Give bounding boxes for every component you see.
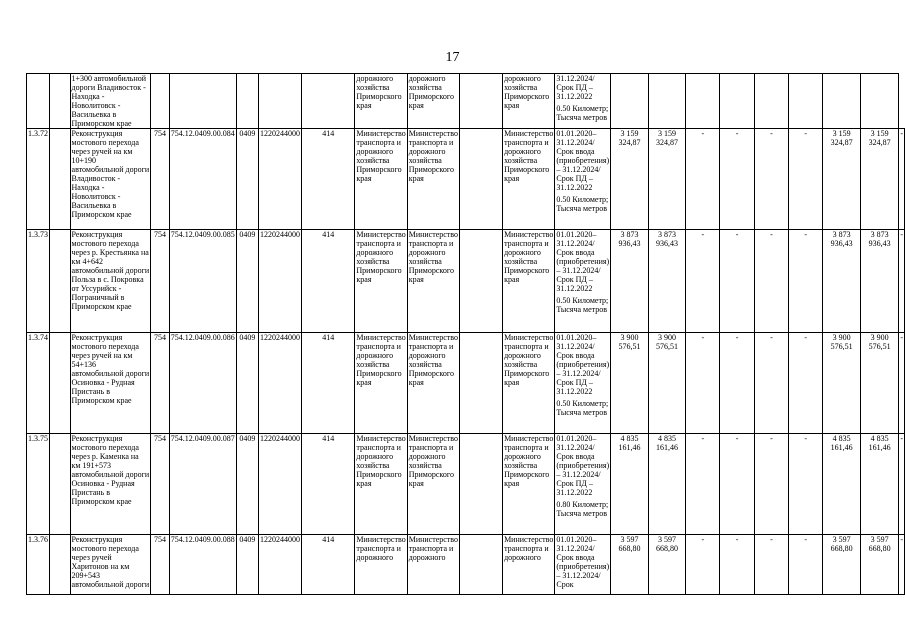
funding-year-amount: 3 873 936,43 bbox=[860, 230, 898, 333]
funding-dash: - bbox=[789, 230, 823, 333]
object-code: 754.12.0409.00.084 bbox=[169, 129, 236, 230]
object-code: 754.12.0409.00.088 bbox=[169, 535, 236, 595]
cell-empty bbox=[50, 333, 71, 434]
funding-dash: - bbox=[686, 535, 720, 595]
funding-total: 3 597 668,80 bbox=[648, 535, 686, 595]
total-cost: 3 597 668,80 bbox=[611, 535, 649, 595]
funding-dash: - bbox=[720, 230, 754, 333]
customer: дорожного хозяйства Приморского края bbox=[503, 74, 555, 129]
period: 01.01.2020–31.12.2024/ Срок ввода (приобретения) – 31.12.2024/ Срок ПД – 31.12.2022 bbox=[556, 129, 610, 192]
target-article: 1220244000 bbox=[259, 230, 302, 333]
row-number: 1.3.76 bbox=[27, 535, 50, 595]
program-table bbox=[26, 73, 905, 595]
executor-2: дорожного хозяйства Приморского края bbox=[407, 74, 459, 129]
expense-type: 414 bbox=[302, 535, 355, 595]
table-row bbox=[27, 535, 905, 595]
total-cost: 3 873 936,43 bbox=[611, 230, 649, 333]
table-row-continued bbox=[27, 74, 905, 129]
cell-empty bbox=[50, 129, 71, 230]
section-code: 0409 bbox=[236, 129, 258, 230]
customer: Министерство транспорта и дорожного хозяйства Приморского края bbox=[503, 434, 555, 535]
cell-empty bbox=[720, 74, 754, 129]
funding-dash: - bbox=[789, 535, 823, 595]
funding-year-amount: 3 873 936,43 bbox=[823, 230, 861, 333]
funding-dash: - bbox=[899, 230, 905, 333]
table-row bbox=[27, 230, 905, 333]
period: 01.01.2020–31.12.2024/ Срок ввода (приобретения) – 31.12.2024/ Срок ПД – 31.12.2022 bbox=[556, 333, 610, 396]
funding-dash: - bbox=[754, 333, 788, 434]
row-number: 1.3.75 bbox=[27, 434, 50, 535]
cell-empty bbox=[460, 434, 503, 535]
object-code: 754.12.0409.00.085 bbox=[169, 230, 236, 333]
cell-empty bbox=[50, 74, 71, 129]
grbs-code: 754 bbox=[151, 333, 169, 434]
executor-1: Министерство транспорта и дорожного хозяйства Приморского края bbox=[355, 230, 407, 333]
funding-dash: - bbox=[899, 535, 905, 595]
funding-dash: - bbox=[686, 434, 720, 535]
target-article: 1220244000 bbox=[259, 333, 302, 434]
funding-year-amount: 3 597 668,80 bbox=[860, 535, 898, 595]
target-article: 1220244000 bbox=[259, 129, 302, 230]
funding-year-amount: 4 835 161,46 bbox=[860, 434, 898, 535]
table-row bbox=[27, 129, 905, 230]
customer: Министерство транспорта и дорожного хозяйства Приморского края bbox=[503, 230, 555, 333]
executor-1: Министерство транспорта и дорожного хозяйства Приморского края bbox=[355, 434, 407, 535]
cell-empty bbox=[648, 74, 686, 129]
cell-empty bbox=[27, 74, 50, 129]
capacity: 0.50 Километр; Тысяча метров bbox=[556, 195, 609, 213]
grbs-code: 754 bbox=[151, 230, 169, 333]
cell-empty bbox=[686, 74, 720, 129]
executor-1: Министерство транспорта и дорожного хозяйства Приморского края bbox=[355, 333, 407, 434]
funding-dash: - bbox=[754, 129, 788, 230]
expense-type: 414 bbox=[302, 129, 355, 230]
customer: Министерство транспорта и дорожного bbox=[503, 535, 555, 595]
period-cell bbox=[555, 333, 611, 434]
object-code: 754.12.0409.00.086 bbox=[169, 333, 236, 434]
section-code: 0409 bbox=[236, 434, 258, 535]
cell-empty bbox=[151, 74, 169, 129]
funding-total: 3 900 576,51 bbox=[648, 333, 686, 434]
funding-dash: - bbox=[720, 333, 754, 434]
executor-2: Министерство транспорта и дорожного хозяйства Приморского края bbox=[407, 434, 459, 535]
funding-dash: - bbox=[686, 333, 720, 434]
funding-dash: - bbox=[789, 129, 823, 230]
object-name: 1+300 автомобильной дороги Владивосток - Находка - Новолитовск - Васильевка в Приморском крае bbox=[70, 74, 151, 129]
target-article: 1220244000 bbox=[259, 434, 302, 535]
funding-dash: - bbox=[686, 129, 720, 230]
capacity: 0.80 Километр; Тысяча метров bbox=[556, 500, 609, 518]
cell-empty bbox=[169, 74, 236, 129]
cell-empty bbox=[302, 74, 355, 129]
funding-dash: - bbox=[754, 535, 788, 595]
funding-total: 4 835 161,46 bbox=[648, 434, 686, 535]
table-row bbox=[27, 434, 905, 535]
executor-2: Министерство транспорта и дорожного хозяйства Приморского края bbox=[407, 333, 459, 434]
total-cost: 4 835 161,46 bbox=[611, 434, 649, 535]
object-name: Реконструкция мостового перехода через ручей на км 10+190 автомобильной дороги Владивосток - Находка - Новолитовск - Васильевка в Приморском крае bbox=[70, 129, 151, 230]
period-cell bbox=[555, 129, 611, 230]
executor-2: Министерство транспорта и дорожного хозяйства Приморского края bbox=[407, 129, 459, 230]
executor-1: дорожного хозяйства Приморского края bbox=[355, 74, 407, 129]
total-cost: 3 900 576,51 bbox=[611, 333, 649, 434]
funding-dash: - bbox=[789, 434, 823, 535]
funding-year-amount: 3 900 576,51 bbox=[860, 333, 898, 434]
funding-dash: - bbox=[754, 230, 788, 333]
funding-dash: - bbox=[789, 333, 823, 434]
grbs-code: 754 bbox=[151, 434, 169, 535]
funding-dash: - bbox=[899, 333, 905, 434]
cell-empty bbox=[259, 74, 302, 129]
section-code: 0409 bbox=[236, 333, 258, 434]
object-name: Реконструкция мостового перехода через ручей на км 54+136 автомобильной дороги Осиновка - Рудная Пристань в Приморском крае bbox=[70, 333, 151, 434]
row-number: 1.3.73 bbox=[27, 230, 50, 333]
capacity: 0.50 Километр; Тысяча метров bbox=[556, 296, 609, 314]
expense-type: 414 bbox=[302, 434, 355, 535]
grbs-code: 754 bbox=[151, 129, 169, 230]
cell-empty bbox=[611, 74, 649, 129]
funding-year-amount: 3 159 324,87 bbox=[860, 129, 898, 230]
funding-dash: - bbox=[720, 129, 754, 230]
section-code: 0409 bbox=[236, 230, 258, 333]
cell-empty bbox=[754, 74, 788, 129]
object-name: Реконструкция мостового перехода через р. Крестьянка на км 4+642 автомобильной дороги Польза в с. Покровка от Уссурийск - Пограничный в Приморском крае bbox=[70, 230, 151, 333]
funding-dash: - bbox=[899, 434, 905, 535]
customer: Министерство транспорта и дорожного хозяйства Приморского края bbox=[503, 129, 555, 230]
period: 01.01.2020–31.12.2024/ Срок ввода (приобретения) – 31.12.2024/ Срок ПД – 31.12.2022 bbox=[556, 434, 610, 497]
cell-empty bbox=[50, 230, 71, 333]
period: 01.01.2020–31.12.2024/ Срок ввода (приобретения) – 31.12.2024/ Срок bbox=[556, 535, 610, 589]
row-number: 1.3.74 bbox=[27, 333, 50, 434]
funding-dash: - bbox=[754, 434, 788, 535]
object-name: Реконструкция мостового перехода через ручей Харитонов на км 209+543 автомобильной дороги bbox=[70, 535, 151, 595]
funding-dash: - bbox=[720, 535, 754, 595]
cell-empty bbox=[236, 74, 258, 129]
funding-total: 3 873 936,43 bbox=[648, 230, 686, 333]
executor-1: Министерство транспорта и дорожного bbox=[355, 535, 407, 595]
funding-dash: - bbox=[720, 434, 754, 535]
period-cell bbox=[555, 535, 611, 595]
capacity: 0.50 Километр; Тысяча метров bbox=[556, 399, 609, 417]
funding-year-amount: 3 597 668,80 bbox=[823, 535, 861, 595]
funding-year-amount: 4 835 161,46 bbox=[823, 434, 861, 535]
cell-empty bbox=[460, 535, 503, 595]
period-cell bbox=[555, 230, 611, 333]
period-cell bbox=[555, 434, 611, 535]
page-number: 17 bbox=[445, 50, 460, 65]
expense-type: 414 bbox=[302, 230, 355, 333]
executor-1: Министерство транспорта и дорожного хозяйства Приморского края bbox=[355, 129, 407, 230]
period: 31.12.2024/ Срок ПД – 31.12.2022 bbox=[556, 74, 595, 101]
funding-year-amount: 3 159 324,87 bbox=[823, 129, 861, 230]
period: 01.01.2020–31.12.2024/ Срок ввода (приобретения) – 31.12.2024/ Срок ПД – 31.12.2022 bbox=[556, 230, 610, 293]
funding-dash: - bbox=[899, 129, 905, 230]
executor-2: Министерство транспорта и дорожного хозяйства Приморского края bbox=[407, 230, 459, 333]
cell-empty bbox=[823, 74, 861, 129]
cell-empty bbox=[50, 535, 71, 595]
cell-empty bbox=[860, 74, 898, 129]
cell-empty bbox=[460, 129, 503, 230]
table-row bbox=[27, 333, 905, 434]
funding-dash: - bbox=[686, 230, 720, 333]
object-name: Реконструкция мостового перехода через р. Каменка на км 191+573 автомобильной дороги Осиновка - Рудная Пристань в Приморском крае bbox=[70, 434, 151, 535]
grbs-code: 754 bbox=[151, 535, 169, 595]
total-cost: 3 159 324,87 bbox=[611, 129, 649, 230]
funding-total: 3 159 324,87 bbox=[648, 129, 686, 230]
customer: Министерство транспорта и дорожного хозяйства Приморского края bbox=[503, 333, 555, 434]
funding-year-amount: 3 900 576,51 bbox=[823, 333, 861, 434]
period-cell bbox=[555, 74, 611, 129]
row-number: 1.3.72 bbox=[27, 129, 50, 230]
section-code: 0409 bbox=[236, 535, 258, 595]
object-code: 754.12.0409.00.087 bbox=[169, 434, 236, 535]
cell-empty bbox=[460, 230, 503, 333]
cell-empty bbox=[789, 74, 823, 129]
cell-empty bbox=[460, 74, 503, 129]
capacity: 0.50 Километр; Тысяча метров bbox=[556, 104, 609, 122]
executor-2: Министерство транспорта и дорожного bbox=[407, 535, 459, 595]
cell-empty bbox=[460, 333, 503, 434]
target-article: 1220244000 bbox=[259, 535, 302, 595]
expense-type: 414 bbox=[302, 333, 355, 434]
cell-empty bbox=[50, 434, 71, 535]
